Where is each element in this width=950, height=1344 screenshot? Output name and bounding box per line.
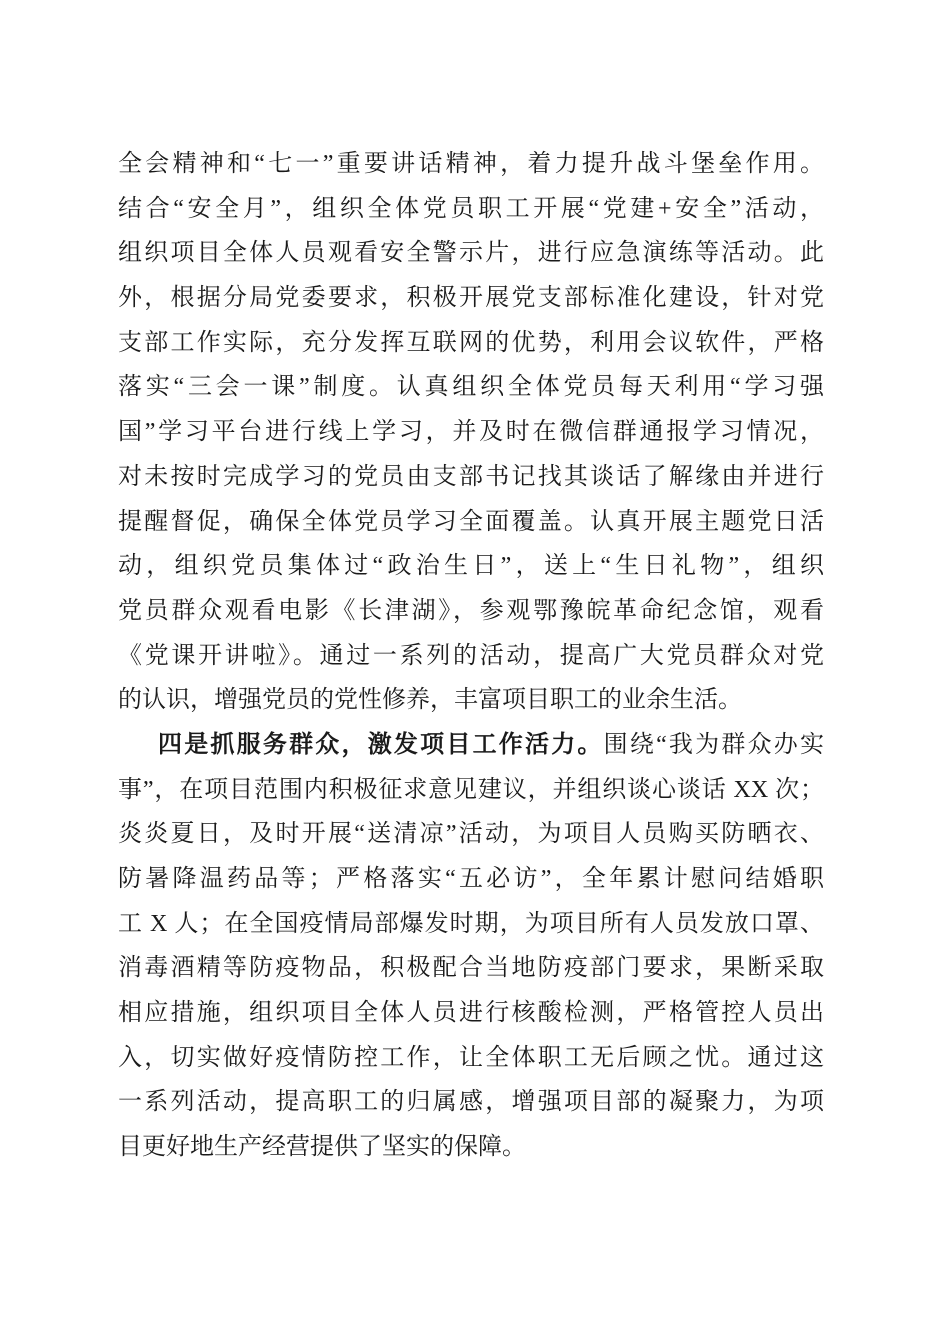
body-text: 结合“安全月”，组织全体党员职工开展“党建+安全”活动， [118,195,824,222]
text-line [118,500,824,545]
body-text: 炎炎夏日，及时开展“送清凉”活动，为项目人员购买防晒衣、 [118,821,824,848]
body-text: 党员群众观看电影《长津湖》，参观鄂豫皖革命纪念馆，观看 [118,597,824,624]
body-text: 支部工作实际，充分发挥互联网的优势，利用会议软件，严格 [118,329,824,356]
text-line [118,991,824,1036]
text-line [118,946,824,991]
text-line [118,365,824,410]
body-text: 工 X 人；在全国疫情局部爆发时期，为项目所有人员发放口罩、 [118,910,824,937]
body-text: 国”学习平台进行线上学习，并及时在微信群通报学习情况， [118,419,824,446]
paragraph-party-building-continuation [118,142,824,723]
text-line [118,589,824,634]
body-text: 入，切实做好疫情防控工作，让全体职工无后顾之忧。通过这 [118,1044,824,1071]
body-text: 全会精神和“七一”重要讲话精神，着力提升战斗堡垒作用。 [118,151,824,177]
text-line [118,276,824,321]
body-text: 相应措施，组织项目全体人员进行核酸检测，严格管控人员出 [118,1000,824,1027]
text-line [118,678,824,723]
text-line [118,231,824,276]
body-text: 一系列活动，提高职工的归属感，增强项目部的凝聚力，为项 [118,1089,824,1116]
text-line [118,723,824,768]
text-line [118,1080,824,1125]
body-text: 的认识，增强党员的党性修养，丰富项目职工的业余生活。 [118,687,742,714]
text-line [118,857,824,902]
body-text: 提醒督促，确保全体党员学习全面覆盖。认真开展主题党日活 [118,508,824,535]
text-line [118,768,824,813]
document-text-block [118,142,824,1170]
text-line [118,187,824,232]
text-line [118,544,824,589]
text-line [118,321,824,366]
body-text: 落实“三会一课”制度。认真组织全体党员每天利用“学习强 [118,374,824,401]
paragraph-serving-the-masses [118,723,824,1170]
body-text: 围绕“我为群众办实 [603,731,825,758]
body-text: 防暑降温药品等；严格落实“五必访”，全年累计慰问结婚职 [118,866,824,892]
text-line [118,455,824,500]
bold-lead-in-text: 四是抓服务群众，激发项目工作活力。 [158,731,604,758]
body-text: 动，组织党员集体过“政治生日”，送上“生日礼物”，组织 [118,553,824,580]
body-text: 外，根据分局党委要求，积极开展党支部标准化建设，针对党 [118,285,824,312]
body-text: 消毒酒精等防疫物品，积极配合当地防疫部门要求，果断采取 [118,955,824,982]
body-text: 事”，在项目范围内积极征求意见建议，并组织谈心谈话 XX 次； [118,776,824,803]
body-text: 《党课开讲啦》。通过一系列的活动，提高广大党员群众对党 [118,642,824,669]
text-line [118,812,824,857]
body-text: 组织项目全体人员观看安全警示片，进行应急演练等活动。此 [118,240,824,267]
text-line [118,634,824,679]
text-line [118,902,824,947]
text-line [118,1125,824,1170]
body-text: 对未按时完成学习的党员由支部书记找其谈话了解缘由并进行 [118,463,824,490]
text-line [118,410,824,455]
body-text: 目更好地生产经营提供了坚实的保障。 [118,1134,526,1161]
text-line [118,142,824,187]
text-line [118,1036,824,1081]
